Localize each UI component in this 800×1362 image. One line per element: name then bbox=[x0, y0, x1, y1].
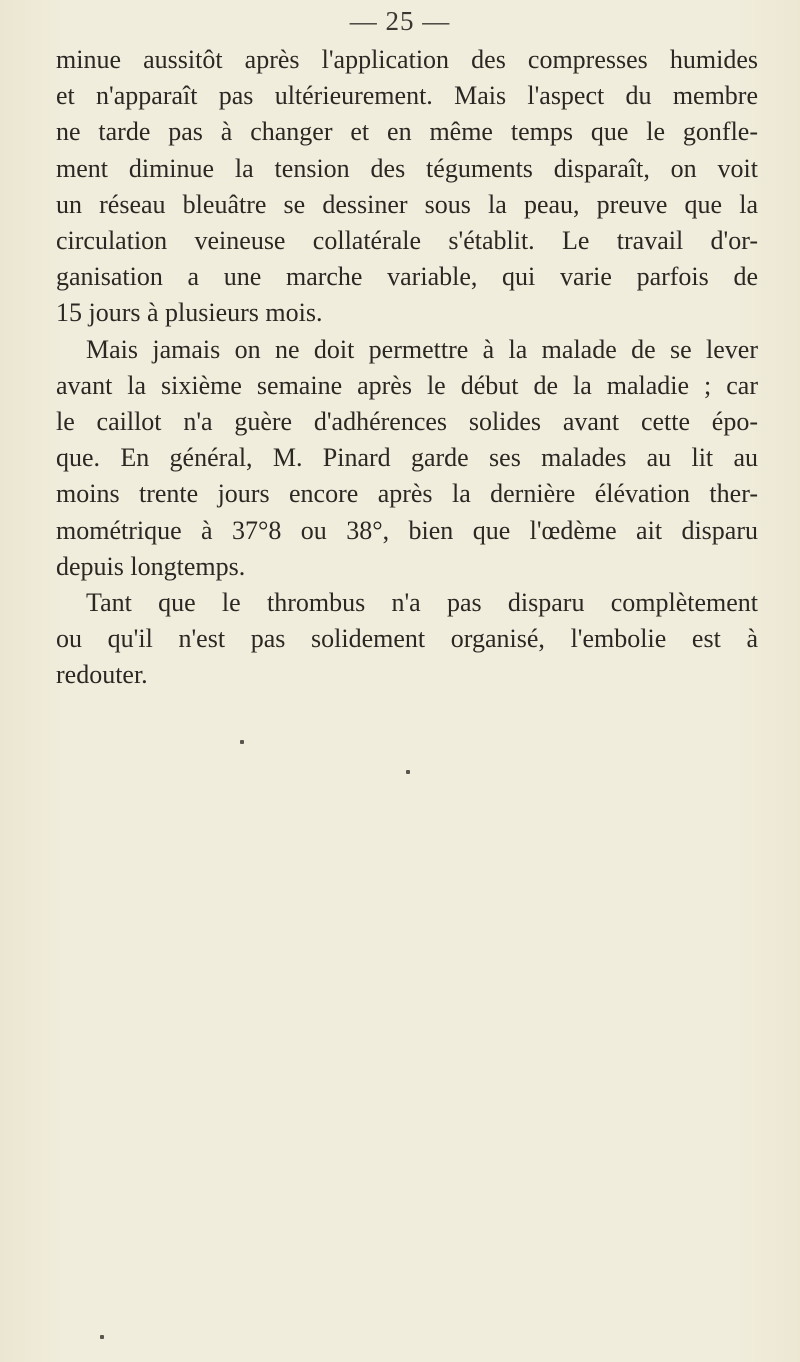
body-text bbox=[56, 42, 758, 694]
text-line: Mais jamais on ne doit permettre à la malade de se lever bbox=[86, 334, 758, 364]
text-line: que. En général, M. Pinard garde ses malades au lit au bbox=[56, 443, 758, 473]
print-speck bbox=[100, 1335, 104, 1339]
text-line: le caillot n'a guère d'adhérences solides avant cette épo- bbox=[56, 407, 758, 437]
text-line: circulation veineuse collatérale s'établit. Le travail d'or- bbox=[56, 226, 758, 256]
text-line: et n'apparaît pas ultérieurement. Mais l'aspect du membre bbox=[56, 81, 758, 111]
text-line: 15 jours à plusieurs mois. bbox=[56, 298, 323, 328]
page-number: — 25 — bbox=[349, 6, 451, 36]
paragraph-1 bbox=[56, 42, 758, 332]
text-line: minue aussitôt après l'application des compresses humides bbox=[56, 45, 758, 74]
text-line: ment diminue la tension des téguments disparaît, on voit bbox=[56, 153, 758, 183]
text-line: un réseau bleuâtre se dessiner sous la peau, preuve que la bbox=[56, 189, 758, 219]
text-line: ou qu'il n'est pas solidement organisé, l'embolie est à bbox=[56, 624, 758, 654]
text-line: depuis longtemps. bbox=[56, 551, 246, 581]
print-speck bbox=[240, 740, 244, 744]
text-line: ganisation a une marche variable, qui varie parfois de bbox=[56, 262, 758, 292]
paragraph-2 bbox=[56, 332, 758, 585]
paragraph-3 bbox=[56, 585, 758, 694]
text-line: redouter. bbox=[56, 660, 148, 690]
text-line: mométrique à 37°8 ou 38°, bien que l'œdème ait disparu bbox=[56, 515, 758, 545]
text-line: avant la sixième semaine après le début de la maladie ; car bbox=[56, 370, 758, 400]
text-line: ne tarde pas à changer et en même temps que le gonfle- bbox=[56, 117, 758, 147]
text-line: Tant que le thrombus n'a pas disparu complètement bbox=[86, 588, 758, 618]
text-line: moins trente jours encore après la dernière élévation ther- bbox=[56, 479, 758, 509]
print-speck bbox=[406, 770, 410, 774]
